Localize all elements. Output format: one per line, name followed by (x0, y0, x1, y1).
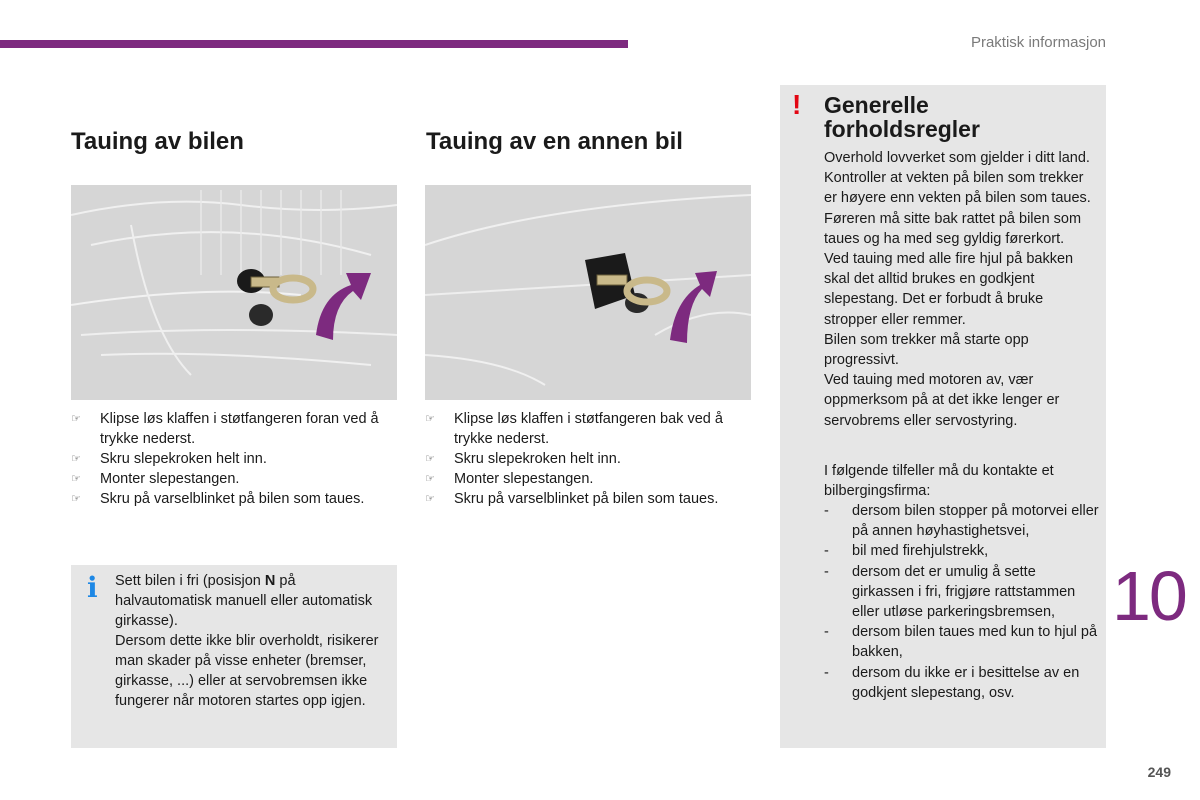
dash-bullet: - (824, 664, 829, 681)
step-text: Skru slepekroken helt inn. (454, 451, 621, 467)
step-text: Monter slepestangen. (454, 471, 594, 487)
pointer-icon: ☞ (425, 493, 435, 505)
left-title: Tauing av bilen (71, 128, 244, 155)
dash-bullet: - (824, 624, 829, 641)
info-bold-position: N (264, 573, 276, 589)
chapter-number: 10 (1112, 557, 1186, 635)
case-text: bil med firehjulstrekk, (852, 543, 989, 560)
info-icon: i (87, 571, 98, 604)
list-item (824, 622, 1100, 662)
step-text: Klipse løs klaffen i støtfangeren foran ved å trykke nederst. (100, 411, 379, 447)
warning-cases-list (824, 501, 1100, 703)
list-item (824, 541, 1100, 561)
exclamation-icon: ! (792, 89, 802, 120)
step-text: Skru på varselblinket på bilen som taues. (100, 491, 365, 507)
list-item (425, 449, 755, 469)
warning-title: Generelle forholdsregler (824, 92, 980, 142)
chapter-color-bar (0, 40, 628, 48)
list-item (425, 489, 755, 509)
front-tow-hook-illustration (71, 185, 397, 400)
pointer-icon: ☞ (71, 473, 81, 485)
warning-paragraph: Kontroller at vekten på bilen som trekker er høyere enn vekten på bilen som taues. (824, 170, 1091, 207)
pointer-icon: ☞ (71, 453, 81, 465)
warning-paragraph: Ved tauing med alle fire hjul på bakken skal det alltid brukes en godkjent slepestang. Det er forbudt å bruke stropper eller remmer. (824, 251, 1074, 328)
warning-paragraph: Bilen som trekker må starte opp progressivt. (824, 331, 1029, 369)
list-item (824, 501, 1100, 541)
case-text: dersom bilen stopper på motorvei eller på annen høyhastighetsvei, (852, 503, 1099, 540)
list-item (71, 449, 397, 469)
pointer-icon: ☞ (425, 473, 435, 485)
pointer-icon: ☞ (71, 413, 81, 425)
list-item (71, 489, 397, 509)
list-item (71, 469, 397, 489)
info-box (71, 565, 397, 748)
step-text: Skru på varselblinket på bilen som taues. (454, 491, 719, 507)
rear-tow-hook-illustration (425, 185, 751, 400)
info-text-part: Sett bilen i fri (posisjon (115, 573, 265, 589)
dash-bullet: - (824, 503, 829, 519)
pointer-icon: ☞ (425, 413, 435, 425)
list-item (425, 409, 755, 449)
warning-paragraph: Ved tauing med motoren av, vær oppmerksom på at det ikke lenger er servobrems eller servostyring. (824, 372, 1060, 429)
warning-paragraph: Overhold lovverket som gjelder i ditt land. (824, 150, 1090, 166)
info-paragraph-1 (115, 571, 393, 631)
warning-box (780, 85, 1106, 748)
step-text: Skru slepekroken helt inn. (100, 451, 267, 467)
pointer-icon: ☞ (425, 453, 435, 465)
list-item (824, 663, 1100, 703)
warning-intro: I følgende tilfeller må du kontakte et bilbergingsfirma: (824, 463, 1054, 500)
dash-bullet: - (824, 543, 829, 560)
pointer-icon: ☞ (71, 493, 81, 505)
warning-paragraph: Føreren må sitte bak rattet på bilen som taues og ha med seg gyldig førerkort. (824, 210, 1082, 247)
list-item (824, 562, 1100, 623)
page-number: 249 (1147, 764, 1171, 780)
step-text: Klipse løs klaffen i støtfangeren bak ved å trykke nederst. (454, 411, 723, 447)
case-text: dersom det er umulig å sette girkassen i fri, frigjøre rattstammen eller utløse parkeringsbremsen, (852, 563, 1076, 621)
warning-text (824, 148, 1100, 431)
middle-title: Tauing av en annen bil (426, 128, 683, 155)
list-item (425, 469, 755, 489)
middle-steps-list (425, 409, 755, 509)
case-text: dersom bilen taues med kun to hjul på bakken, (852, 624, 1098, 661)
list-item (71, 409, 397, 449)
info-text (115, 571, 393, 711)
case-text: dersom du ikke er i besittelse av en godkjent slepestang, osv. (852, 664, 1080, 701)
section-title: Praktisk informasjon (970, 34, 1106, 51)
step-text: Monter slepestangen. (100, 471, 240, 487)
info-text-part: på halvautomatisk manuell eller automatisk girkasse). (115, 573, 373, 629)
info-paragraph-2: Dersom dette ikke blir overholdt, risikerer man skader på visse enheter (bremser, girkasse, ...) eller at servobremsen ikke fungerer når motoren startes opp igjen. (115, 633, 379, 709)
left-steps-list (71, 409, 397, 509)
dash-bullet: - (824, 563, 829, 580)
